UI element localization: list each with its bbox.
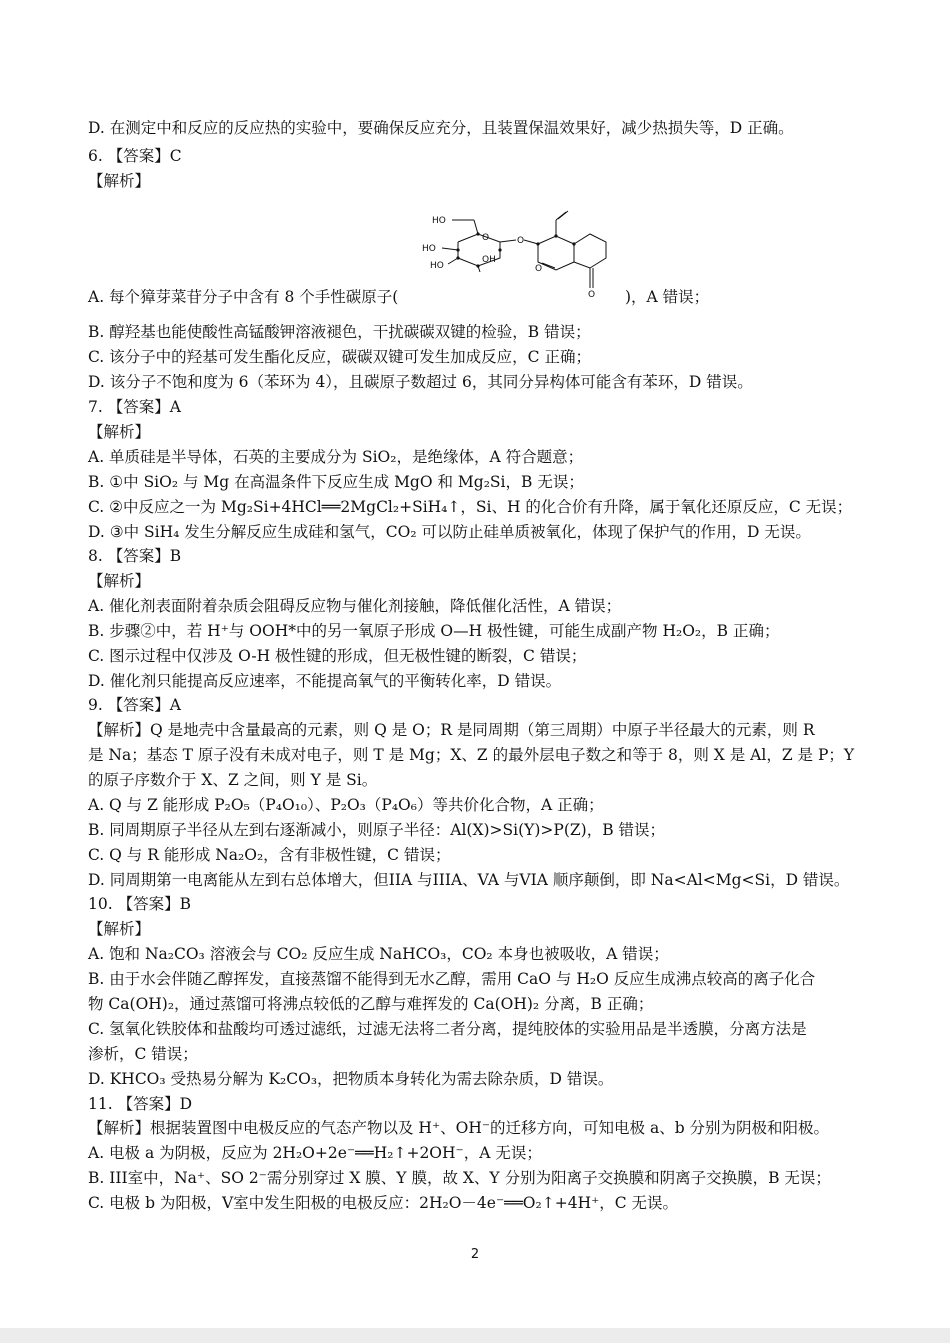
answer-heading: 11. 【答案】D [88, 1095, 193, 1113]
text-line: B. 醇羟基也能使酸性高锰酸钾溶液褪色，干扰碳碳双键的检验，B 错误； [88, 323, 591, 341]
answer-heading: 8. 【答案】B [88, 547, 182, 565]
text-line: B. 同周期原子半径从左到右逐渐减小，则原子半径：Al(X)>Si(Y)>P(Z)，B 错误； [88, 821, 666, 839]
text-line: B. 由于水会伴随乙醇挥发，直接蒸馏不能得到无水乙醇，需用 CaO 与 H₂O 反应生成沸点较高的离子化合 [88, 970, 816, 988]
page-number: 2 [470, 1247, 480, 1262]
text-line: 是 Na；基态 T 原子没有未成对电子，则 T 是 Mg；X、Z 的最外层电子数之和等于 8，则 X 是 Al，Z 是 P；Y [88, 746, 855, 764]
analysis-heading: 【解析】 [88, 920, 151, 938]
text-line: D. 催化剂只能提高反应速率，不能提高氧气的平衡转化率，D 错误。 [88, 672, 562, 690]
text-line: C. 电极 b 为阳极，V室中发生阳极的电极反应：2H₂O－4e⁻══O₂↑+4H⁺，C 无误。 [88, 1194, 679, 1212]
molecule-label: O [588, 290, 596, 298]
analysis-heading: 【解析】 [88, 572, 151, 590]
molecule-label: HO [422, 244, 436, 254]
text-line: C. ②中反应之一为 Mg₂Si+4HCl══2MgCl₂+SiH₄↑，Si、H 的化合价有升降，属于氧化还原反应，C 无误； [88, 498, 853, 516]
molecule-structure-image [418, 202, 618, 298]
text-line: B. III室中，Na⁺、SO 2⁻需分别穿过 X 膜、Y 膜，故 X、Y 分别为阳离子交换膜和阴离子交换膜，B 无误； [88, 1169, 831, 1187]
page-bottom-band [0, 1328, 950, 1343]
answer-heading: 10. 【答案】B [88, 895, 191, 913]
text-line: D. 在测定中和反应的反应热的实验中，要确保反应充分，且装置保温效果好，减少热损失等，D 正确。 [88, 119, 794, 137]
text-line: 渗析，C 错误； [88, 1045, 198, 1063]
text-line: 【解析】根据装置图中电极反应的气态产物以及 H⁺、OH⁻的迁移方向，可知电极 a、b 分别为阴极和阳极。 [88, 1119, 830, 1137]
text-line: A. 催化剂表面附着杂质会阻碍反应物与催化剂接触，降低催化活性，A 错误； [88, 597, 622, 615]
answer-heading: 6. 【答案】C [88, 147, 182, 165]
text-line: C. Q 与 R 能形成 Na₂O₂，含有非极性键，C 错误； [88, 846, 451, 864]
text-line-suffix: )，A 错误； [625, 288, 710, 306]
molecule-label: OH [482, 255, 496, 265]
text-line: D. KHCO₃ 受热易分解为 K₂CO₃，把物质本身转化为需去除杂质，D 错误。 [88, 1070, 614, 1088]
analysis-heading: 【解析】 [88, 172, 151, 190]
text-line: B. ①中 SiO₂ 与 Mg 在高温条件下反应生成 MgO 和 Mg₂Si，B 无误； [88, 473, 584, 491]
text-line: C. 氢氧化铁胶体和盐酸均可透过滤纸，过滤无法将二者分离，提纯胶体的实验用品是半透膜，分离方法是 [88, 1020, 807, 1038]
text-line: A. Q 与 Z 能形成 P₂O₅（P₄O₁₀）、P₂O₃（P₄O₆）等共价化合物，A 正确； [88, 796, 604, 814]
text-line: C. 该分子中的羟基可发生酯化反应，碳碳双键可发生加成反应，C 正确； [88, 348, 591, 366]
text-line: A. 饱和 Na₂CO₃ 溶液会与 CO₂ 反应生成 NaHCO₃，CO₂ 本身也被吸收，A 错误； [88, 945, 669, 963]
text-line: D. ③中 SiH₄ 发生分解反应生成硅和氢气，CO₂ 可以防止硅单质被氧化，体现了保护气的作用，D 无误。 [88, 523, 811, 541]
answer-heading: 7. 【答案】A [88, 398, 181, 416]
answer-heading: 9. 【答案】A [88, 696, 181, 714]
text-line: D. 同周期第一电离能从左到右总体增大，但IIA 与IIIA、VA 与VIA 顺序颠倒，即 Na<Al<Mg<Si，D 错误。 [88, 871, 850, 889]
molecule-label: O [517, 236, 525, 246]
text-line: A. 单质硅是半导体，石英的主要成分为 SiO₂，是绝缘体，A 符合题意； [88, 448, 584, 466]
molecule-label: HO [430, 261, 444, 271]
text-line: A. 电极 a 为阴极，反应为 2H₂O+2e⁻══H₂↑+2OH⁻，A 无误； [88, 1144, 542, 1162]
text-line: D. 该分子不饱和度为 6（苯环为 4），且碳原子数超过 6，其同分异构体可能含有苯环，D 错误。 [88, 373, 753, 391]
text-line: 的原子序数介于 X、Z 之间，则 Y 是 Si。 [88, 771, 378, 789]
text-line: A. 每个獐芽菜苷分子中含有 8 个手性碳原子( [88, 288, 399, 306]
molecule-label: HO [432, 216, 446, 226]
text-line: B. 步骤②中，若 H⁺与 OOH*中的另一氧原子形成 O—H 极性键，可能生成副产物 H₂O₂，B 正确； [88, 622, 780, 640]
text-line: 【解析】Q 是地壳中含量最高的元素，则 Q 是 O；R 是同周期（第三周期）中原子半径最大的元素，则 R [88, 721, 815, 739]
text-line: 物 Ca(OH)₂，通过蒸馏可将沸点较低的乙醇与难挥发的 Ca(OH)₂ 分离，B 正确； [88, 995, 654, 1013]
molecule-label: O [482, 233, 490, 243]
analysis-heading: 【解析】 [88, 423, 151, 441]
molecule-label: O [535, 264, 543, 274]
text-line: C. 图示过程中仅涉及 O-H 极性键的形成，但无极性键的断裂，C 错误； [88, 647, 587, 665]
